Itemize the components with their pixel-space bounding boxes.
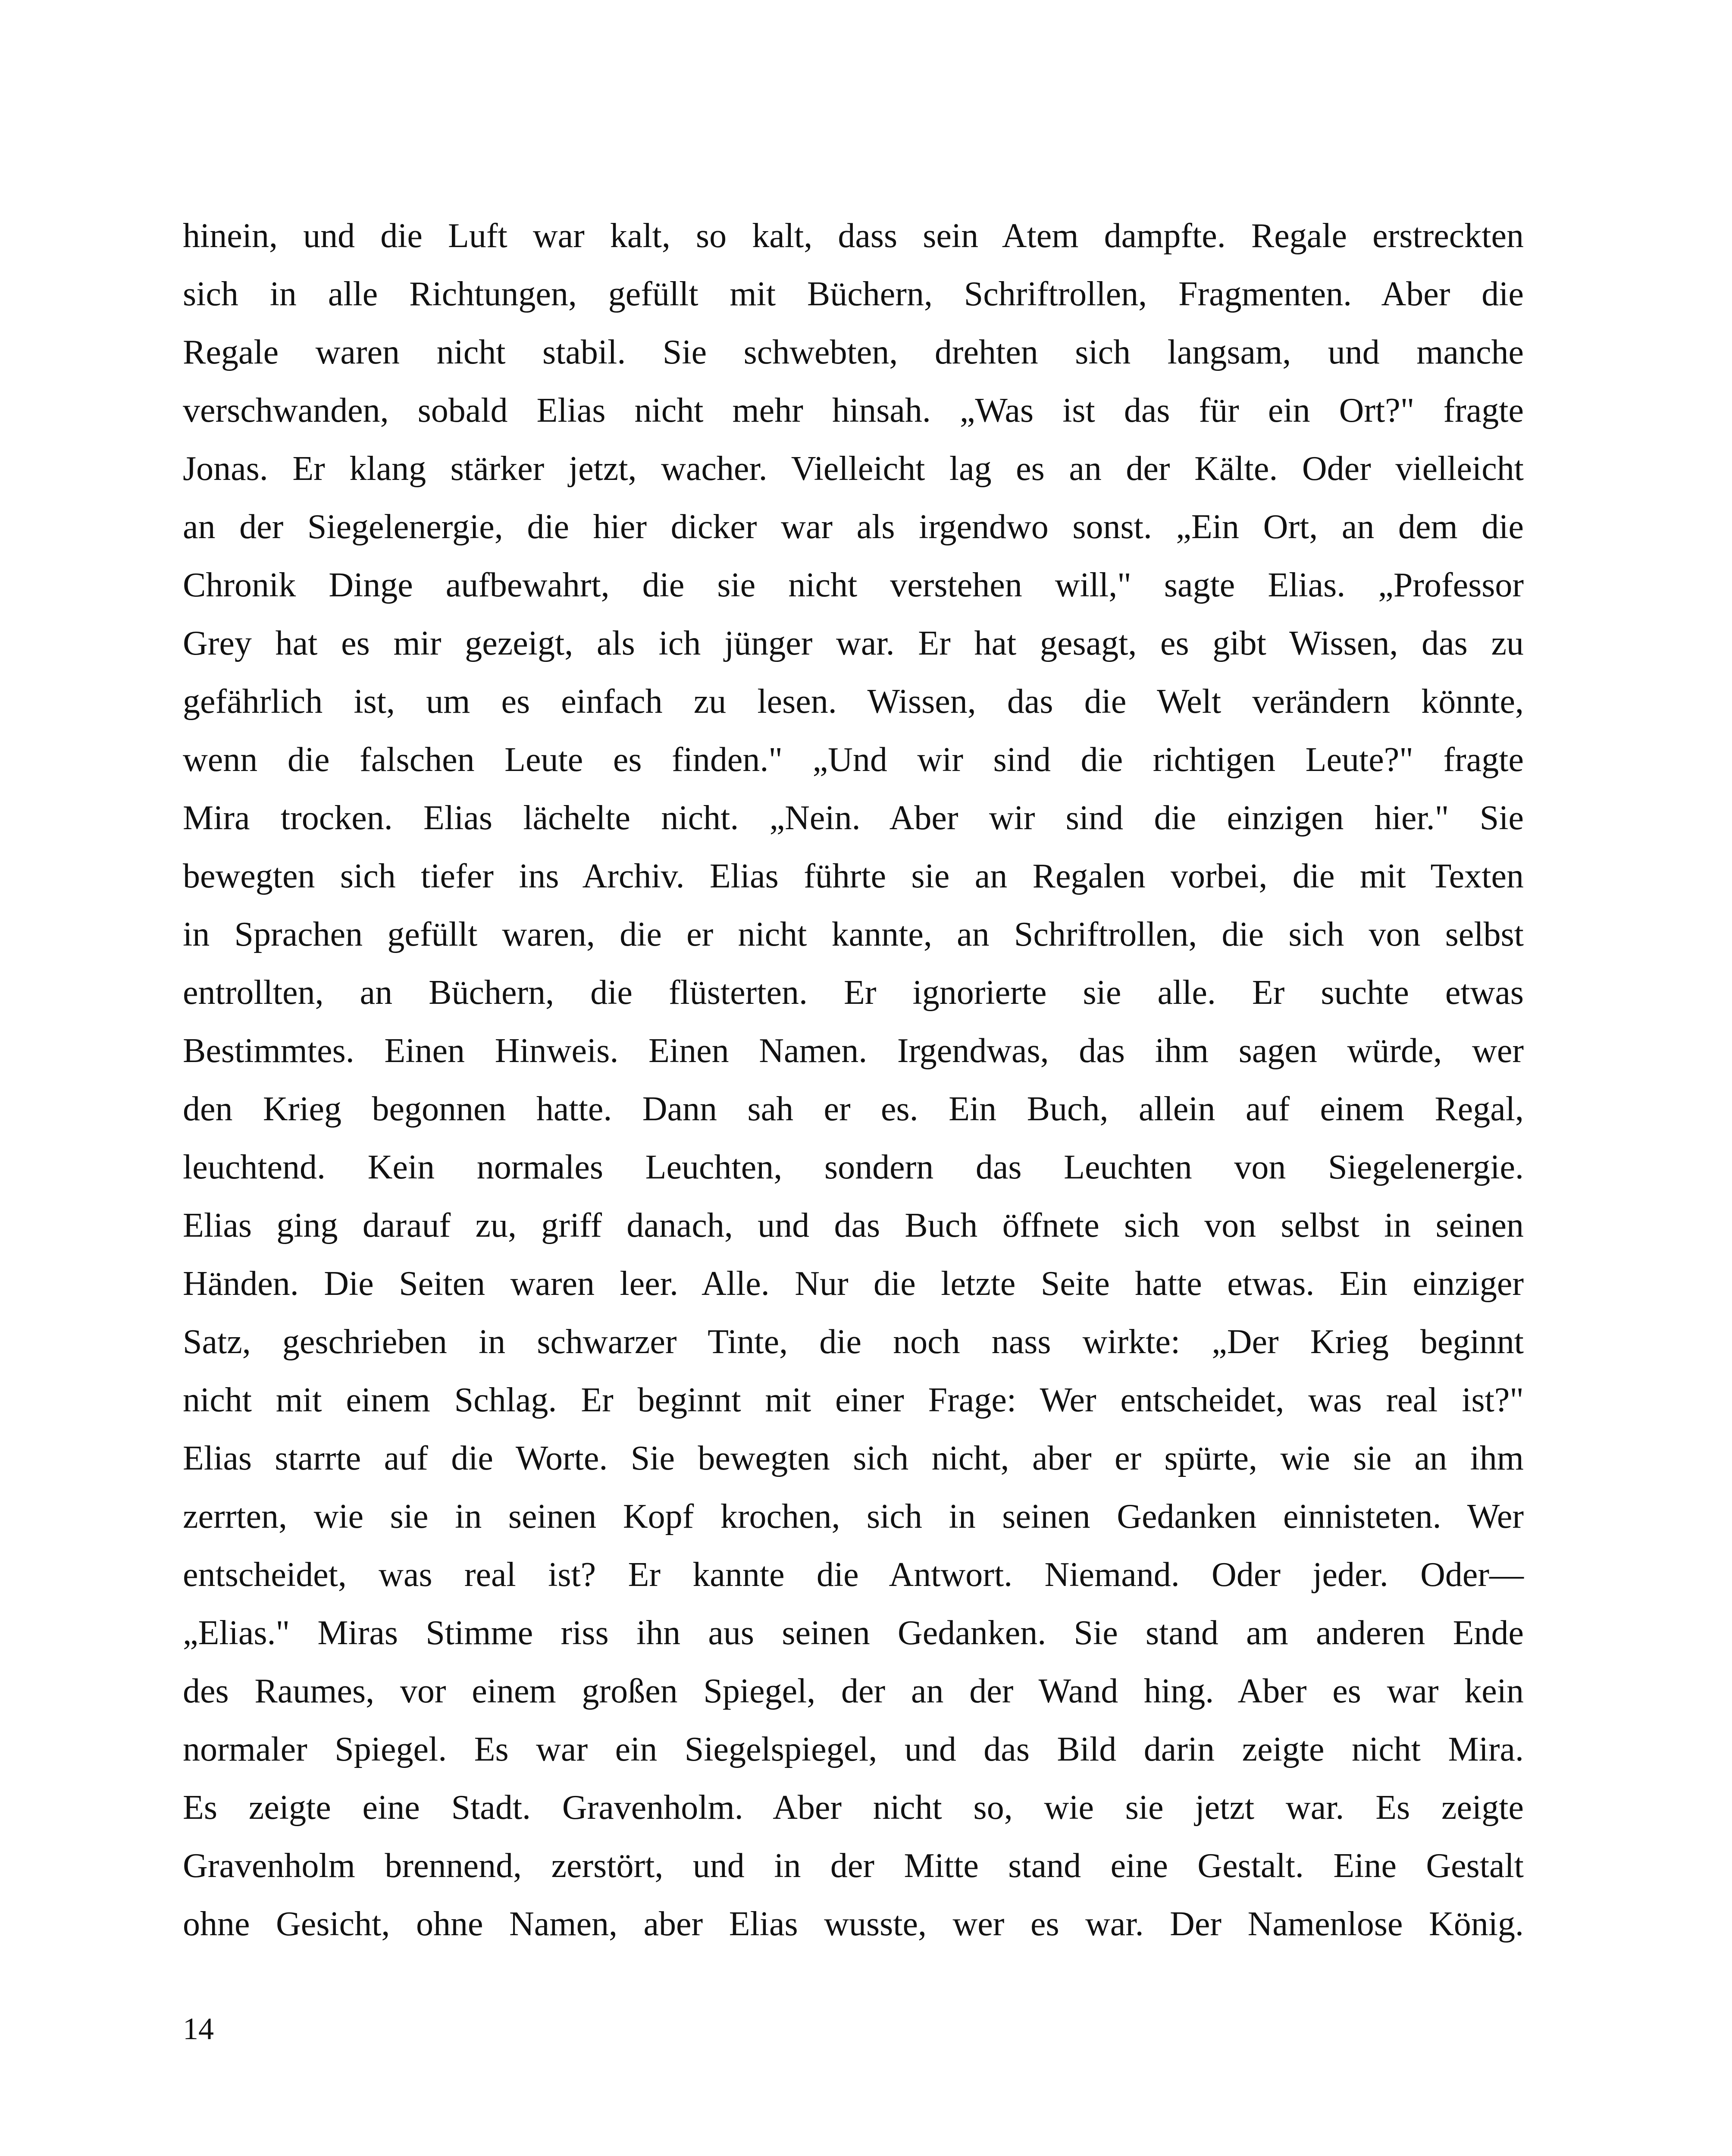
text-line: Jonas. Er klang stärker jetzt, wacher. Vielleicht lag es an der Kälte. Oder vielleicht [183,450,1524,488]
text-line: Elias ging darauf zu, griff danach, und das Buch öffnete sich von selbst in seinen [183,1206,1524,1244]
text-line: „Elias." Miras Stimme riss ihn aus seinen Gedanken. Sie stand am anderen Ende [183,1614,1524,1652]
text-line: in Sprachen gefüllt waren, die er nicht kannte, an Schriftrollen, die sich von selbst [183,915,1524,953]
text-line: normaler Spiegel. Es war ein Siegelspiegel, und das Bild darin zeigte nicht Mira. [183,1730,1524,1768]
text-line: Händen. Die Seiten waren leer. Alle. Nur die letzte Seite hatte etwas. Ein einziger [183,1265,1524,1303]
text-line: zerrten, wie sie in seinen Kopf krochen, sich in seinen Gedanken einnisteten. Wer [183,1498,1524,1536]
text-line: sich in alle Richtungen, gefüllt mit Büchern, Schriftrollen, Fragmenten. Aber die [183,275,1524,313]
text-line: Es zeigte eine Stadt. Gravenholm. Aber nicht so, wie sie jetzt war. Es zeigte [183,1789,1524,1827]
text-line: Satz, geschrieben in schwarzer Tinte, die noch nass wirkte: „Der Krieg beginnt [183,1323,1524,1361]
text-line: nicht mit einem Schlag. Er beginnt mit einer Frage: Wer entscheidet, was real ist?" [183,1381,1524,1419]
text-line: wenn die falschen Leute es finden." „Und wir sind die richtigen Leute?" fragte [183,741,1524,779]
text-line: Mira trocken. Elias lächelte nicht. „Nein. Aber wir sind die einzigen hier." Sie [183,799,1524,837]
text-line: an der Siegelenergie, die hier dicker war als irgendwo sonst. „Ein Ort, an dem die [183,508,1524,546]
text-line: bewegten sich tiefer ins Archiv. Elias führte sie an Regalen vorbei, die mit Texten [183,857,1524,895]
text-line: Grey hat es mir gezeigt, als ich jünger war. Er hat gesagt, es gibt Wissen, das zu [183,624,1524,662]
text-line: verschwanden, sobald Elias nicht mehr hinsah. „Was ist das für ein Ort?" fragte [183,392,1524,429]
page-number: 14 [183,2012,214,2046]
text-line: entrollten, an Büchern, die flüsterten. Er ignorierte sie alle. Er suchte etwas [183,974,1524,1012]
body-text [183,207,1524,1953]
text-line: Chronik Dinge aufbewahrt, die sie nicht verstehen will," sagte Elias. „Professor [183,566,1524,604]
text-line: entscheidet, was real ist? Er kannte die Antwort. Niemand. Oder jeder. Oder— [183,1556,1524,1594]
text-line: gefährlich ist, um es einfach zu lesen. Wissen, das die Welt verändern könnte, [183,683,1524,721]
text-line: ohne Gesicht, ohne Namen, aber Elias wusste, wer es war. Der Namenlose König. [183,1905,1524,1943]
text-line: den Krieg begonnen hatte. Dann sah er es. Ein Buch, allein auf einem Regal, [183,1090,1524,1128]
text-line: hinein, und die Luft war kalt, so kalt, dass sein Atem dampfte. Regale erstreckten [183,217,1524,255]
text-line: Bestimmtes. Einen Hinweis. Einen Namen. Irgendwas, das ihm sagen würde, wer [183,1032,1524,1070]
text-line: Gravenholm brennend, zerstört, und in der Mitte stand eine Gestalt. Eine Gestalt [183,1847,1524,1885]
text-line: Regale waren nicht stabil. Sie schwebten, drehten sich langsam, und manche [183,333,1524,371]
text-line: des Raumes, vor einem großen Spiegel, der an der Wand hing. Aber es war kein [183,1672,1524,1710]
text-line: leuchtend. Kein normales Leuchten, sondern das Leuchten von Siegelenergie. [183,1148,1524,1186]
text-line: Elias starrte auf die Worte. Sie bewegten sich nicht, aber er spürte, wie sie an ihm [183,1439,1524,1477]
